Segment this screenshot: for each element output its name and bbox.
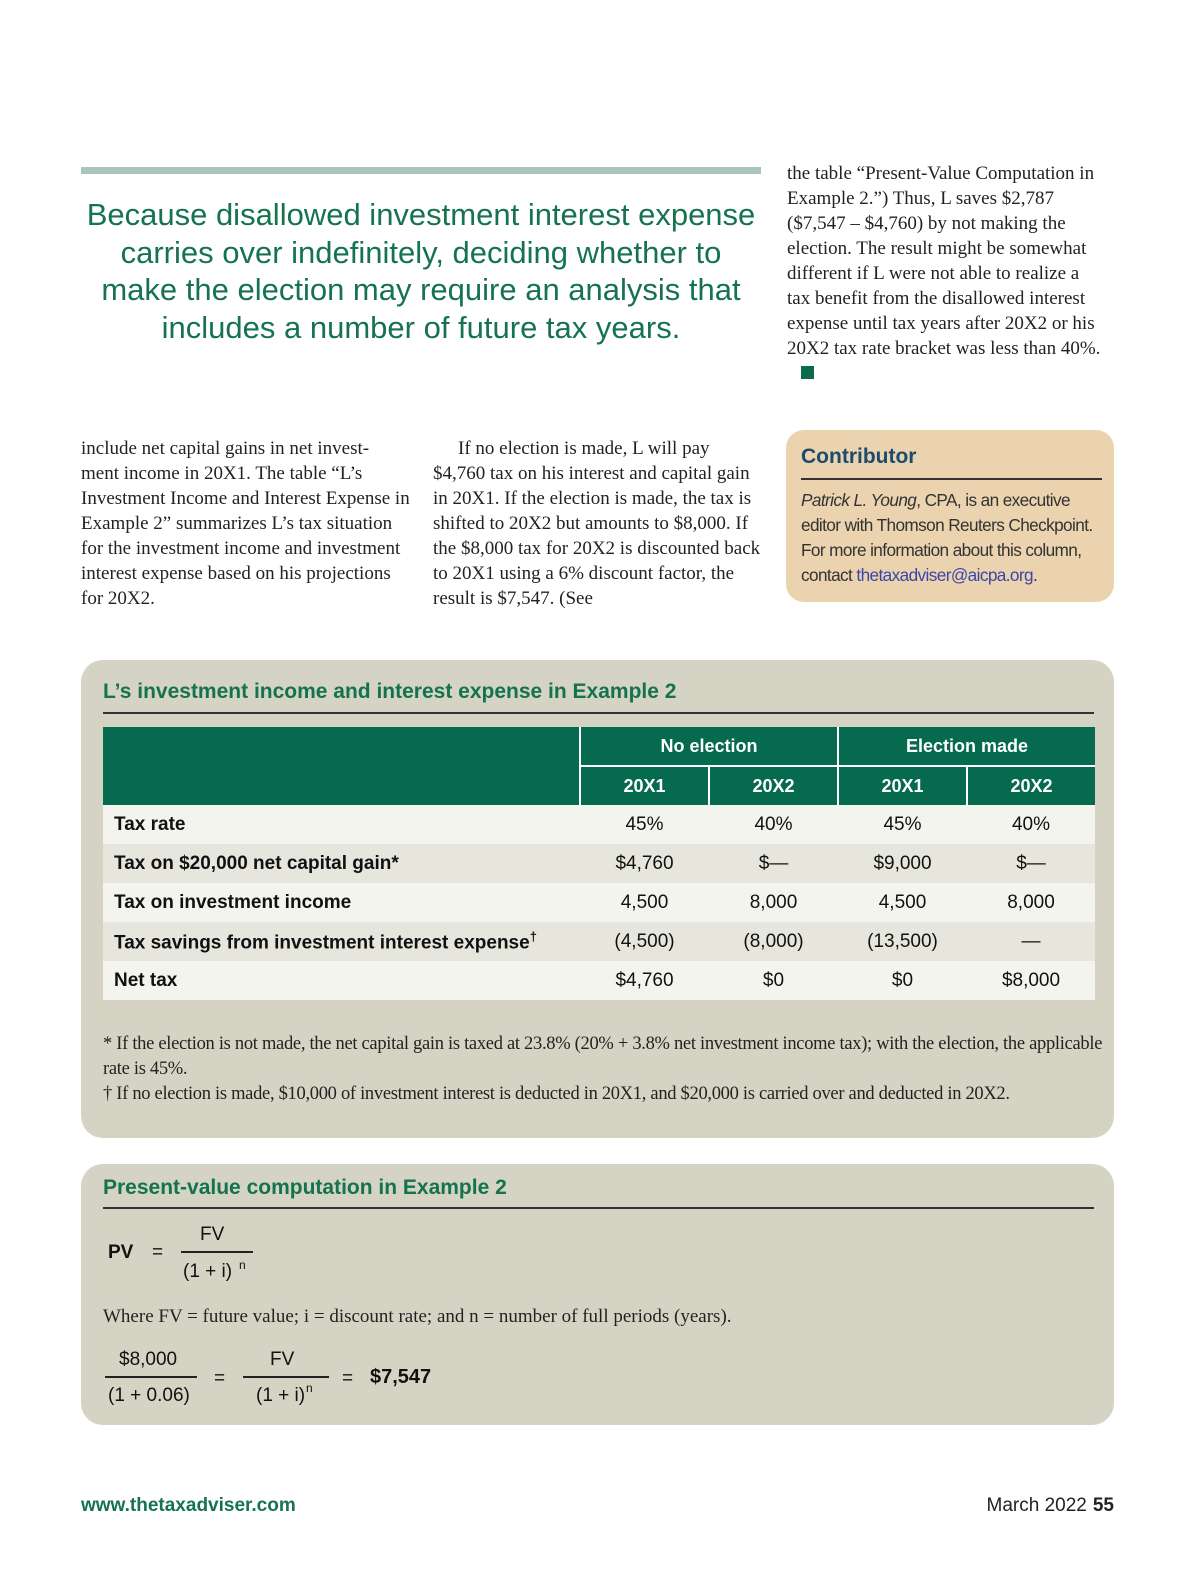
body-column-2 — [433, 436, 763, 611]
investment-table-rule — [103, 712, 1094, 714]
row-label: Tax rate — [103, 805, 580, 844]
table-row — [103, 844, 1095, 883]
contributor-name: Patrick L. Young — [801, 490, 917, 510]
present-value-panel — [81, 1164, 1114, 1425]
fraction-line — [105, 1376, 197, 1378]
footer-date: March 2022 — [986, 1495, 1087, 1516]
row-label-text: Tax savings from investment interest expense — [114, 932, 530, 954]
calc-result: $7,547 — [370, 1366, 432, 1388]
footer-page-info — [987, 1495, 1114, 1517]
header-year: 20X1 — [580, 766, 709, 805]
header-year: 20X2 — [709, 766, 838, 805]
table-cell: 45% — [580, 805, 709, 844]
pv-label: PV — [108, 1242, 134, 1263]
present-value-rule — [103, 1207, 1094, 1209]
table-cell: 40% — [709, 805, 838, 844]
dagger-mark: † — [529, 928, 537, 944]
investment-table-title: L’s investment income and interest expense in Example 2 — [103, 680, 677, 703]
calc-numerator: $8,000 — [119, 1349, 178, 1370]
contributor-divider — [801, 478, 1102, 480]
header-year: 20X1 — [838, 766, 967, 805]
table-cell: $0 — [709, 961, 838, 1000]
table-cell: (4,500) — [580, 922, 709, 961]
table-cell: 8,000 — [709, 883, 838, 922]
table-cell: (13,500) — [838, 922, 967, 961]
table-footnotes — [103, 1032, 1103, 1107]
body-column-3 — [787, 161, 1107, 386]
table-cell: $0 — [838, 961, 967, 1000]
calc-exponent: n — [306, 1381, 313, 1395]
footer-url[interactable]: www.thetaxadviser.com — [81, 1495, 296, 1516]
formula-denominator: (1 + i) — [183, 1261, 233, 1282]
formula-numerator: FV — [200, 1224, 225, 1245]
table-cell: $9,000 — [838, 844, 967, 883]
contributor-box — [786, 430, 1114, 602]
formula-exponent: n — [239, 1258, 246, 1272]
page-number: 55 — [1092, 1495, 1114, 1516]
table-row — [103, 805, 1095, 844]
investment-table — [103, 727, 1095, 1000]
contributor-bio-text: , CPA, is an executive editor with Thomson Reuters Checkpoint. For more information about this column, contact — [801, 490, 1093, 585]
contributor-bio-end: . — [1032, 565, 1038, 585]
footnote-asterisk: * If the election is not made, the net capital gain is taxed at 23.8% (20% + 3.8% net investment income tax); with the election, the applicable rate is 45%. — [103, 1034, 1103, 1079]
body-paragraph: If no election is made, L will pay $4,760 tax on his interest and capital gain in 20X1. If the election is made, the tax is shifted to 20X2 but amounts to $8,000. If the $8,000 tax for 20X2 is discounted back to 20X1 using a 6% discount factor, the result is $7,547. (See — [433, 438, 761, 609]
table-cell: $4,760 — [580, 961, 709, 1000]
header-election-made: Election made — [838, 727, 1095, 766]
footnote-dagger: † If no election is made, $10,000 of investment interest is deducted in 20X1, and $20,000 is carried over and deducted in 20X2. — [103, 1084, 1010, 1104]
table-cell: (8,000) — [709, 922, 838, 961]
contributor-email-link[interactable]: thetaxadviser@aicpa.org — [856, 565, 1033, 585]
contributor-title: Contributor — [801, 445, 917, 468]
end-mark-icon — [801, 366, 814, 379]
fraction-line — [243, 1376, 329, 1378]
table-cell: 4,500 — [838, 883, 967, 922]
contributor-bio — [801, 488, 1109, 588]
equals-sign: = — [214, 1368, 226, 1389]
body-paragraph: include net capital gains in net invest- ment income in 20X1. The table “L’s Investment Income and Interest Expense in Example 2” summarizes L’s tax situation for the investment income and investment interest expense based on his projections for 20X2. — [81, 438, 410, 609]
calc-fv: FV — [270, 1349, 295, 1370]
table-cell: $— — [967, 844, 1095, 883]
body-paragraph-text: the table “Present-Value Computation in Example 2.”) Thus, L saves $2,787 ($7,547 – $4,760) by not making the election. The result might be somewhat different if L were not able to realize a tax benefit from the disallowed interest expense until tax years after 20X2 or his 20X2 tax rate bracket was less than 40%. — [787, 163, 1101, 359]
table-cell: 40% — [967, 805, 1095, 844]
table-cell: 4,500 — [580, 883, 709, 922]
equals-sign: = — [342, 1368, 354, 1389]
table-row — [103, 883, 1095, 922]
body-paragraph — [787, 161, 1107, 386]
calc-denominator-2: (1 + i) — [256, 1385, 306, 1406]
present-value-title: Present-value computation in Example 2 — [103, 1176, 507, 1199]
investment-table-panel — [81, 660, 1114, 1138]
table-row — [103, 961, 1095, 1000]
header-year: 20X2 — [967, 766, 1095, 805]
table-cell: $4,760 — [580, 844, 709, 883]
table-cell: $— — [709, 844, 838, 883]
header-no-election: No election — [580, 727, 838, 766]
table-row — [103, 922, 1095, 961]
formula-legend: Where FV = future value; i = discount rate; and n = number of full periods (years). — [103, 1306, 732, 1327]
fraction-line — [181, 1251, 253, 1253]
row-label — [103, 922, 580, 961]
table-cell: 8,000 — [967, 883, 1095, 922]
pull-quote-bar — [81, 167, 761, 174]
table-header-blank — [103, 727, 580, 805]
body-column-1 — [81, 436, 411, 611]
equals-sign: = — [152, 1242, 164, 1263]
table-cell: 45% — [838, 805, 967, 844]
row-label: Net tax — [103, 961, 580, 1000]
table-cell: $8,000 — [967, 961, 1095, 1000]
row-label: Tax on investment income — [103, 883, 580, 922]
table-cell: — — [967, 922, 1095, 961]
calc-denominator: (1 + 0.06) — [108, 1385, 190, 1406]
row-label: Tax on $20,000 net capital gain* — [103, 844, 580, 883]
pull-quote: Because disallowed investment interest expense carries over indefinitely, deciding whether to make the election may require an analysis that includes a number of future tax years. — [86, 197, 756, 345]
